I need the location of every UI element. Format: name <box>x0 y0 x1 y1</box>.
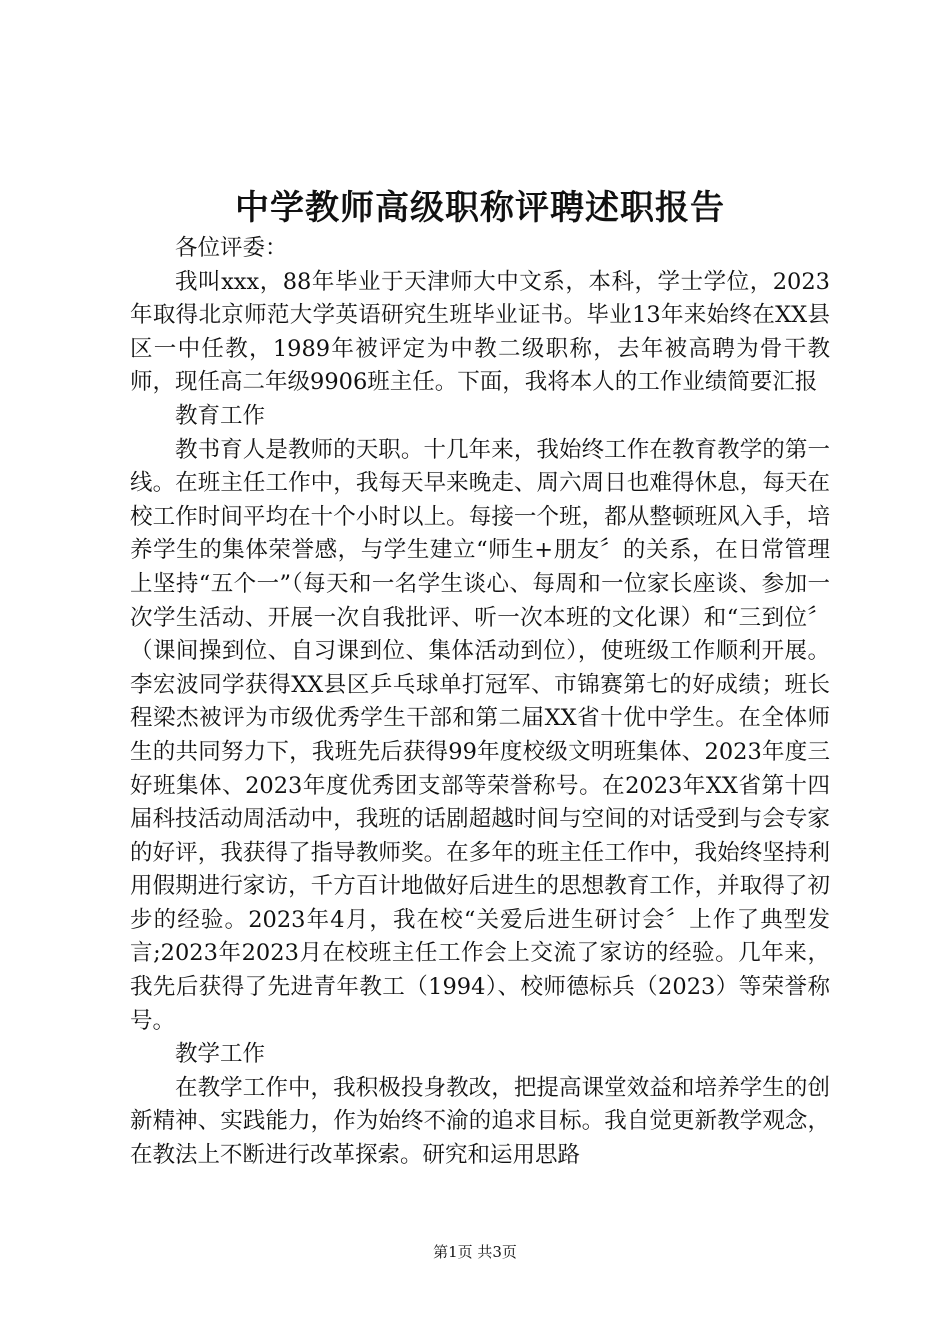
education-paragraph: 教书育人是教师的天职。十几年来，我始终工作在教育教学的第一线。在班主任工作中，我每天早来晚走、周六周日也难得休息，每天在校工作时间平均在十个小时以上。每接一个班，都从整顿班风入手，培养学生的集体荣誉感，与学生建立“师生+朋友〞的关系，在日常管理上坚持“五个一”（每天和一名学生谈心、每周和一位家长座谈、参加一次学生活动、开展一次自我批评、听一次本班的文化课）和“三到位〞（课间操到位、自习课到位、集体活动到位），使班级工作顺利开展。李宏波同学获得XX县区乒乓球单打冠军、市锦赛第七的好成绩；班长程梁杰被评为市级优秀学生干部和第二届XX省十优中学生。在全体师生的共同努力下，我班先后获得99年度校级文明班集体、2023年度三好班集体、2023年度优秀团支部等荣誉称号。在2023年XX省第十四届科技活动周活动中，我班的话剧超越时间与空间的对话受到与会专家的好评，我获得了指导教师奖。在多年的班主任工作中，我始终坚持利用假期进行家访，千方百计地做好后进生的思想教育工作，并取得了初步的经验。2023年4月，我在校“关爱后进生研讨会〞上作了典型发言;2023年2023月在校班主任工作会上交流了家访的经验。几年来，我先后获得了先进青年教工（1994）、校师德标兵（2023）等荣誉称号。 <box>130 436 830 1034</box>
teaching-paragraph: 在教学工作中，我积极投身教改，把提高课堂效益和培养学生的创新精神、实践能力，作为始终不渝的追求目标。我自觉更新教学观念，在教法上不断进行改革探索。研究和运用思路 <box>130 1074 830 1169</box>
page-footer: 第1页 共3页 <box>433 1243 517 1261</box>
section-heading-teaching: 教学工作 <box>175 1041 266 1068</box>
document-body <box>130 232 830 1173</box>
section-heading-education: 教育工作 <box>175 402 266 429</box>
document-title: 中学教师高级职称评聘述职报告 <box>235 188 725 228</box>
salutation: 各位评委： <box>175 235 288 261</box>
intro-paragraph: 我叫xxx，88年毕业于天津师大中文系，本科，学士学位，2023年取得北京师范大学英语研究生班毕业证书。毕业13年来始终在XX县区一中任教，1989年被评定为中教二级职称，去年被高聘为骨干教师，现任高二年级9906班主任。下面，我将本人的工作业绩简要汇报 <box>130 268 830 396</box>
